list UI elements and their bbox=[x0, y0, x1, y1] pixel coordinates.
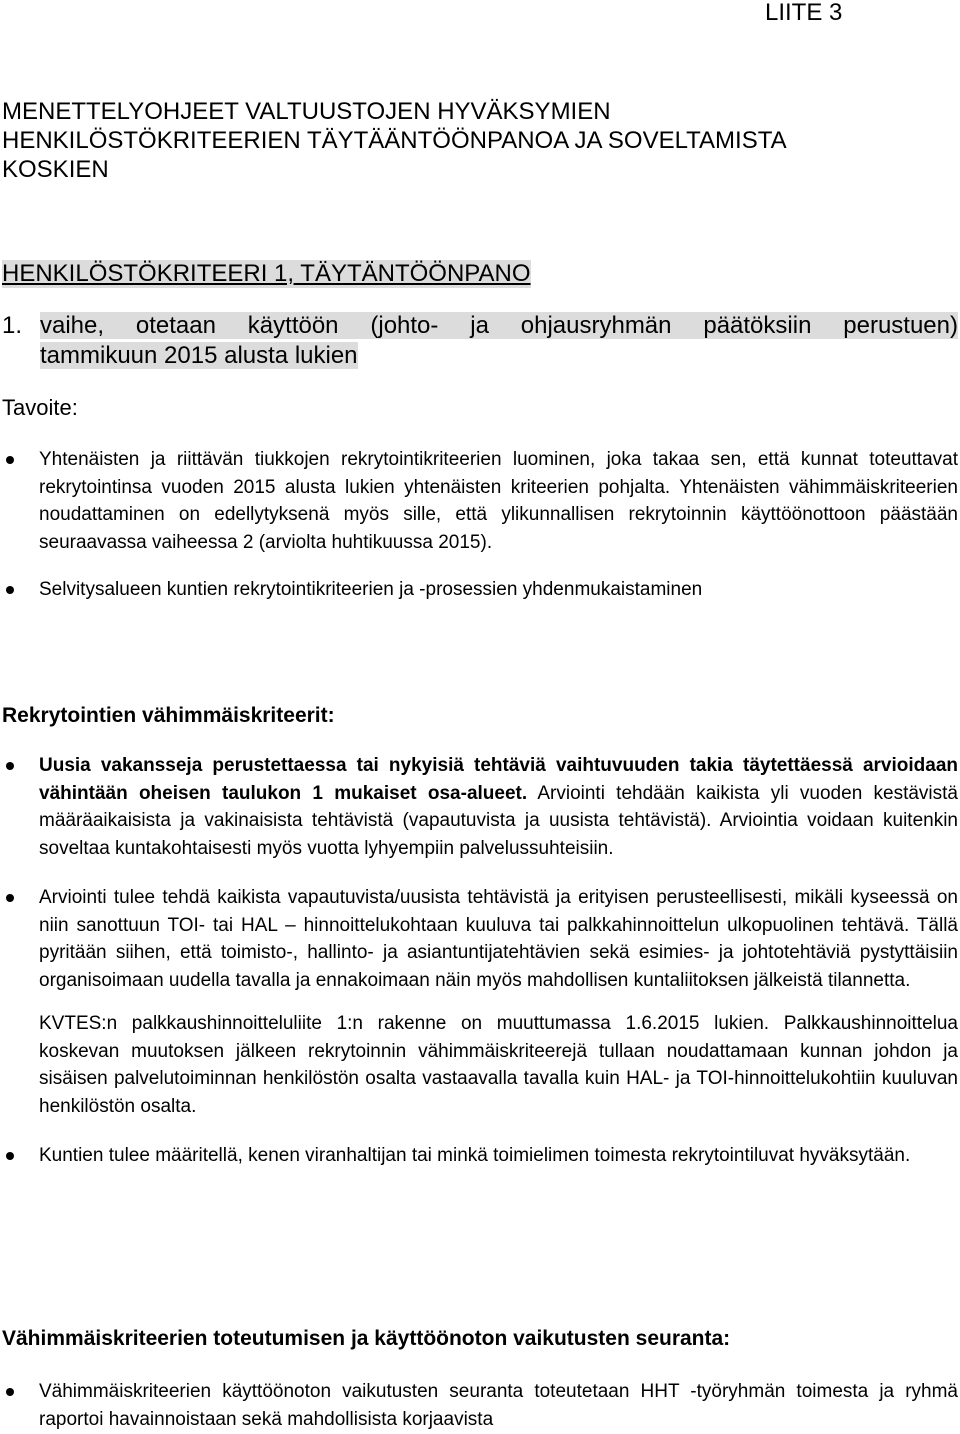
monitoring-heading: Vähimmäiskriteerien toteutumisen ja käyttöönoton vaikutusten seuranta: bbox=[2, 1327, 731, 1350]
section-heading: HENKILÖSTÖKRITEERI 1, TÄYTÄNTÖÖNPANO bbox=[2, 260, 531, 287]
bullet-icon bbox=[6, 894, 14, 902]
title-line-3: KOSKIEN bbox=[2, 156, 109, 183]
goal-item-text: Selvitysalueen kuntien rekrytointikriteerien ja -prosessien yhdenmukaistaminen bbox=[39, 579, 703, 600]
criteria-bold-text: Uusia vakansseja perustettaessa tai nykyisiä tehtäviä vaihtuvuuden takia täytettäessä arvioidaan vähintään oheisen taulukon 1 mukaiset osa-alueet. bbox=[39, 755, 958, 804]
document-title bbox=[2, 97, 942, 184]
title-line-2: HENKILÖSTÖKRITEERIEN TÄYTÄÄNTÖÖNPANOA JA SOVELTAMISTA bbox=[2, 127, 787, 154]
annex-label: LIITE 3 bbox=[765, 0, 843, 26]
phase-statement bbox=[2, 311, 958, 371]
phase-number: 1. bbox=[2, 312, 23, 339]
bullet-icon bbox=[6, 1152, 14, 1160]
min-criteria-heading: Rekrytointien vähimmäiskriteerit: bbox=[2, 704, 335, 727]
bullet-icon bbox=[6, 586, 14, 594]
phase-line-2: tammikuun 2015 alusta lukien bbox=[40, 342, 358, 369]
monitoring-list bbox=[0, 1378, 960, 1433]
list-item bbox=[0, 752, 958, 862]
bullet-icon bbox=[6, 1388, 14, 1396]
bullet-icon bbox=[6, 762, 14, 770]
goal-label: Tavoite: bbox=[2, 395, 78, 420]
bullet-icon bbox=[6, 456, 14, 464]
criteria-text: Arviointi tulee tehdä kaikista vapautuvista/uusista tehtävistä ja erityisen perusteellisesti, mikäli kyseessä on niin sanottuun TOI- tai HAL – hinnoittelukohtaan kuuluva tai palkkahinnoittelun ulkopuolinen tehtävä. Tällä pyritään siihen, että toimisto-, hallinto- ja asiantuntijatehtävien sekä esimies- ja johtotehtäviä pystyttäisiin organisoimaan uudella tavalla ja ennakoimaan näin myös mahdollisen kuntaliitoksen jälkeistä tilannetta. bbox=[39, 887, 958, 991]
monitoring-item-text: Vähimmäiskriteerien käyttöönoton vaikutusten seuranta toteutetaan HHT -työryhmän toimesta ja ryhmä raportoi havainnoistaan sekä mahdollisista korjaavista bbox=[39, 1381, 958, 1430]
list-item bbox=[0, 446, 958, 556]
list-item bbox=[0, 884, 958, 1120]
phase-line-1: vaihe, otetaan käyttöön (johto- ja ohjausryhmän päätöksiin perustuen) bbox=[40, 312, 958, 339]
min-criteria-list bbox=[0, 752, 960, 1170]
criteria-text-2: KVTES:n palkkaushinnoitteluliite 1:n rakenne on muuttumassa 1.6.2015 lukien. Palkkaushinnoittelua koskevan muutoksen jälkeen rekrytoinnin vähimmäiskriteerejä tullaan noudattamaan kunnan johdon ja sisäisen palvelutoiminnan henkilöstön osalta vastaavalla tavalla kuin HAL- ja TOI-hinnoittelukohtiin kuuluvan henkilöstön osalta. bbox=[39, 1013, 958, 1117]
list-item bbox=[0, 1378, 958, 1433]
title-line-1: MENETTELYOHJEET VALTUUSTOJEN HYVÄKSYMIEN bbox=[2, 98, 611, 125]
list-item bbox=[0, 576, 958, 604]
list-item bbox=[0, 1142, 958, 1170]
goal-list bbox=[0, 446, 960, 604]
goal-item-text: Yhtenäisten ja riittävän tiukkojen rekrytointikriteerien luominen, joka takaa sen, että kunnat toteuttavat rekrytointinsa vuoden 2015 alusta lukien yhtenäisten kriteerien pohjalta. Yhtenäisten vähimmäiskriteerien noudattaminen on edellytyksenä myös sille, että ylikunnallisen rekrytoinnin käyttöönottoon päästään seuraavassa vaiheessa 2 (arviolta huhtikuussa 2015). bbox=[39, 449, 958, 553]
criteria-text: Kuntien tulee määritellä, kenen viranhaltijan tai minkä toimielimen toimesta rekrytointiluvat hyväksytään. bbox=[39, 1145, 911, 1166]
criteria-text: Arviointi tehdään kaikista yli vuoden kestävistä määräaikaisista ja vakinaisista tehtävistä (vapautuvista ja uusista tehtävistä). Arviointia voidaan kuitenkin soveltaa kuntakohtaisesti myös vuotta lyhyempiin palvelussuhteisiin. bbox=[39, 782, 958, 859]
